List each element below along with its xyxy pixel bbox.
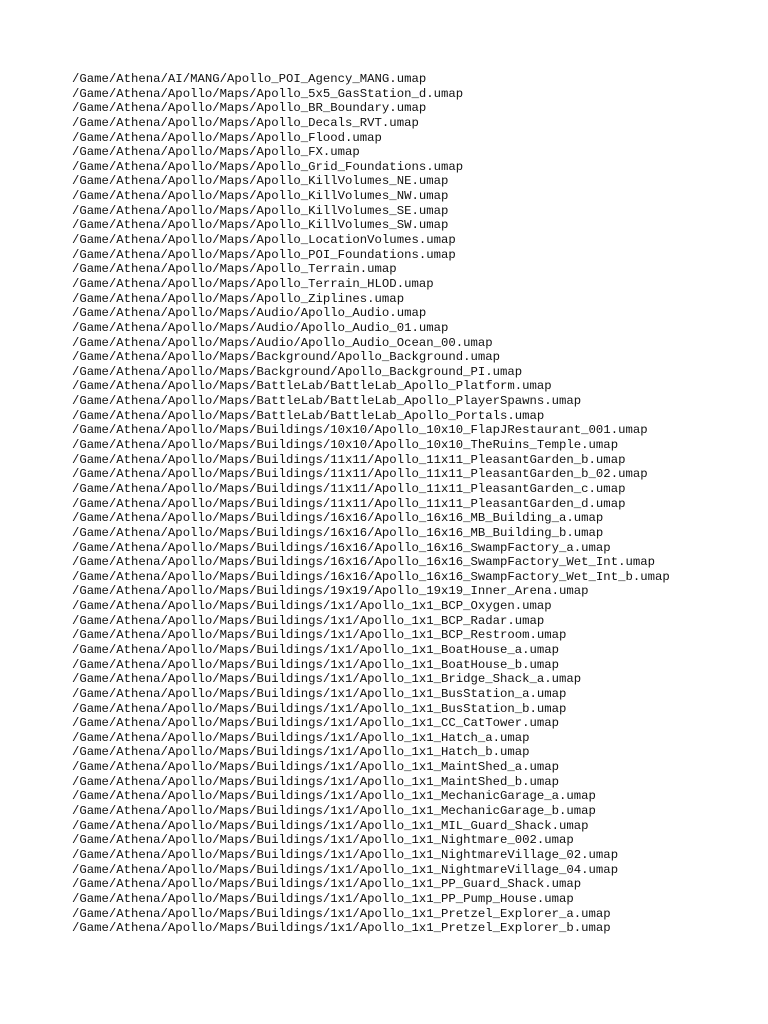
file-path-line: /Game/Athena/Apollo/Maps/Apollo_KillVolumes_NW.umap xyxy=(72,189,449,204)
file-path-line: /Game/Athena/Apollo/Maps/Buildings/1x1/Apollo_1x1_Nightmare_002.umap xyxy=(72,833,574,848)
file-path-line: /Game/Athena/Apollo/Maps/Buildings/1x1/Apollo_1x1_BCP_Oxygen.umap xyxy=(72,599,552,614)
file-path-line: /Game/Athena/Apollo/Maps/BattleLab/BattleLab_Apollo_Platform.umap xyxy=(72,379,552,394)
file-path-line: /Game/Athena/Apollo/Maps/Apollo_Flood.umap xyxy=(72,130,382,145)
document-page xyxy=(72,72,752,936)
file-path-line: /Game/Athena/AI/MANG/Apollo_POI_Agency_MANG.umap xyxy=(72,72,427,86)
file-path-line: /Game/Athena/Apollo/Maps/Buildings/1x1/Apollo_1x1_Pretzel_Explorer_a.umap xyxy=(72,906,611,921)
file-path-line: /Game/Athena/Apollo/Maps/Apollo_BR_Boundary.umap xyxy=(72,101,427,116)
file-path-line: /Game/Athena/Apollo/Maps/BattleLab/BattleLab_Apollo_Portals.umap xyxy=(72,408,545,423)
file-path-line: /Game/Athena/Apollo/Maps/Buildings/16x16/Apollo_16x16_MB_Building_b.umap xyxy=(72,525,604,540)
file-path-line: /Game/Athena/Apollo/Maps/Buildings/1x1/Apollo_1x1_BoatHouse_b.umap xyxy=(72,657,560,672)
file-path-line: /Game/Athena/Apollo/Maps/Apollo_5x5_GasStation_d.umap xyxy=(72,86,464,101)
file-path-line: /Game/Athena/Apollo/Maps/Buildings/1x1/Apollo_1x1_Hatch_b.umap xyxy=(72,745,530,760)
file-path-line: /Game/Athena/Apollo/Maps/Buildings/1x1/Apollo_1x1_NightmareVillage_02.umap xyxy=(72,847,619,862)
file-path-line: /Game/Athena/Apollo/Maps/Background/Apollo_Background_PI.umap xyxy=(72,364,523,379)
file-path-line: /Game/Athena/Apollo/Maps/Buildings/11x11/Apollo_11x11_PleasantGarden_b_02.umap xyxy=(72,467,648,482)
file-path-line: /Game/Athena/Apollo/Maps/Buildings/11x11/Apollo_11x11_PleasantGarden_b.umap xyxy=(72,452,626,467)
file-path-line: /Game/Athena/Apollo/Maps/Apollo_Terrain_HLOD.umap xyxy=(72,276,434,291)
file-path-line: /Game/Athena/Apollo/Maps/Buildings/1x1/Apollo_1x1_Hatch_a.umap xyxy=(72,730,530,745)
file-path-line: /Game/Athena/Apollo/Maps/Background/Apollo_Background.umap xyxy=(72,350,501,365)
file-path-line: /Game/Athena/Apollo/Maps/Audio/Apollo_Audio.umap xyxy=(72,306,427,321)
file-path-line: /Game/Athena/Apollo/Maps/Buildings/1x1/Apollo_1x1_Bridge_Shack_a.umap xyxy=(72,672,582,687)
file-path-line: /Game/Athena/Apollo/Maps/Buildings/19x19/Apollo_19x19_Inner_Arena.umap xyxy=(72,584,589,599)
file-path-line: /Game/Athena/Apollo/Maps/Buildings/1x1/Apollo_1x1_BCP_Restroom.umap xyxy=(72,628,567,643)
file-path-list xyxy=(72,72,752,936)
file-path-line: /Game/Athena/Apollo/Maps/Audio/Apollo_Audio_01.umap xyxy=(72,320,449,335)
file-path-line: /Game/Athena/Apollo/Maps/Buildings/1x1/Apollo_1x1_MaintShed_a.umap xyxy=(72,760,560,775)
file-path-line: /Game/Athena/Apollo/Maps/Apollo_POI_Foundations.umap xyxy=(72,247,456,262)
file-path-line: /Game/Athena/Apollo/Maps/Buildings/1x1/Apollo_1x1_BoatHouse_a.umap xyxy=(72,642,560,657)
file-path-line: /Game/Athena/Apollo/Maps/Audio/Apollo_Audio_Ocean_00.umap xyxy=(72,335,493,350)
file-path-line: /Game/Athena/Apollo/Maps/Buildings/16x16/Apollo_16x16_MB_Building_a.umap xyxy=(72,511,604,526)
file-path-line: /Game/Athena/Apollo/Maps/Apollo_KillVolumes_SE.umap xyxy=(72,203,449,218)
file-path-line: /Game/Athena/Apollo/Maps/Apollo_Decals_RVT.umap xyxy=(72,115,419,130)
file-path-line: /Game/Athena/Apollo/Maps/Buildings/1x1/Apollo_1x1_MIL_Guard_Shack.umap xyxy=(72,818,589,833)
file-path-line: /Game/Athena/Apollo/Maps/Apollo_Grid_Foundations.umap xyxy=(72,159,464,174)
file-path-line: /Game/Athena/Apollo/Maps/Buildings/1x1/Apollo_1x1_MechanicGarage_a.umap xyxy=(72,789,596,804)
file-path-line: /Game/Athena/Apollo/Maps/Apollo_Terrain.umap xyxy=(72,262,397,277)
file-path-line: /Game/Athena/Apollo/Maps/Buildings/1x1/Apollo_1x1_NightmareVillage_04.umap xyxy=(72,862,619,877)
file-path-line: /Game/Athena/Apollo/Maps/Buildings/1x1/Apollo_1x1_MechanicGarage_b.umap xyxy=(72,804,596,819)
file-path-line: /Game/Athena/Apollo/Maps/Buildings/1x1/Apollo_1x1_MaintShed_b.umap xyxy=(72,774,560,789)
file-path-line: /Game/Athena/Apollo/Maps/Buildings/1x1/Apollo_1x1_CC_CatTower.umap xyxy=(72,716,560,731)
file-path-line: /Game/Athena/Apollo/Maps/Buildings/16x16/Apollo_16x16_SwampFactory_a.umap xyxy=(72,540,611,555)
file-path-line: /Game/Athena/Apollo/Maps/Apollo_LocationVolumes.umap xyxy=(72,233,456,248)
file-path-line: /Game/Athena/Apollo/Maps/Apollo_KillVolumes_NE.umap xyxy=(72,174,449,189)
file-path-line: /Game/Athena/Apollo/Maps/Buildings/1x1/Apollo_1x1_PP_Pump_House.umap xyxy=(72,891,574,906)
file-path-line: /Game/Athena/Apollo/Maps/Buildings/1x1/Apollo_1x1_PP_Guard_Shack.umap xyxy=(72,877,582,892)
file-path-line: /Game/Athena/Apollo/Maps/Buildings/16x16/Apollo_16x16_SwampFactory_Wet_Int_b.umap xyxy=(72,569,670,584)
file-path-line: /Game/Athena/Apollo/Maps/Buildings/11x11/Apollo_11x11_PleasantGarden_c.umap xyxy=(72,481,626,496)
file-path-line: /Game/Athena/Apollo/Maps/Buildings/1x1/Apollo_1x1_BusStation_a.umap xyxy=(72,686,567,701)
file-path-line: /Game/Athena/Apollo/Maps/Buildings/11x11/Apollo_11x11_PleasantGarden_d.umap xyxy=(72,496,626,511)
file-path-line: /Game/Athena/Apollo/Maps/Buildings/10x10/Apollo_10x10_FlapJRestaurant_001.umap xyxy=(72,423,648,438)
file-path-line: /Game/Athena/Apollo/Maps/Apollo_Ziplines.umap xyxy=(72,291,405,306)
file-path-line: /Game/Athena/Apollo/Maps/Buildings/1x1/Apollo_1x1_BusStation_b.umap xyxy=(72,701,567,716)
file-path-line: /Game/Athena/Apollo/Maps/Apollo_KillVolumes_SW.umap xyxy=(72,218,449,233)
file-path-line: /Game/Athena/Apollo/Maps/Buildings/16x16/Apollo_16x16_SwampFactory_Wet_Int.umap xyxy=(72,555,655,570)
file-path-line: /Game/Athena/Apollo/Maps/Buildings/1x1/Apollo_1x1_Pretzel_Explorer_b.umap xyxy=(72,921,611,936)
file-path-line: /Game/Athena/Apollo/Maps/BattleLab/BattleLab_Apollo_PlayerSpawns.umap xyxy=(72,394,582,409)
file-path-line: /Game/Athena/Apollo/Maps/Buildings/10x10/Apollo_10x10_TheRuins_Temple.umap xyxy=(72,438,619,453)
file-path-line: /Game/Athena/Apollo/Maps/Apollo_FX.umap xyxy=(72,145,360,160)
file-path-line: /Game/Athena/Apollo/Maps/Buildings/1x1/Apollo_1x1_BCP_Radar.umap xyxy=(72,613,545,628)
